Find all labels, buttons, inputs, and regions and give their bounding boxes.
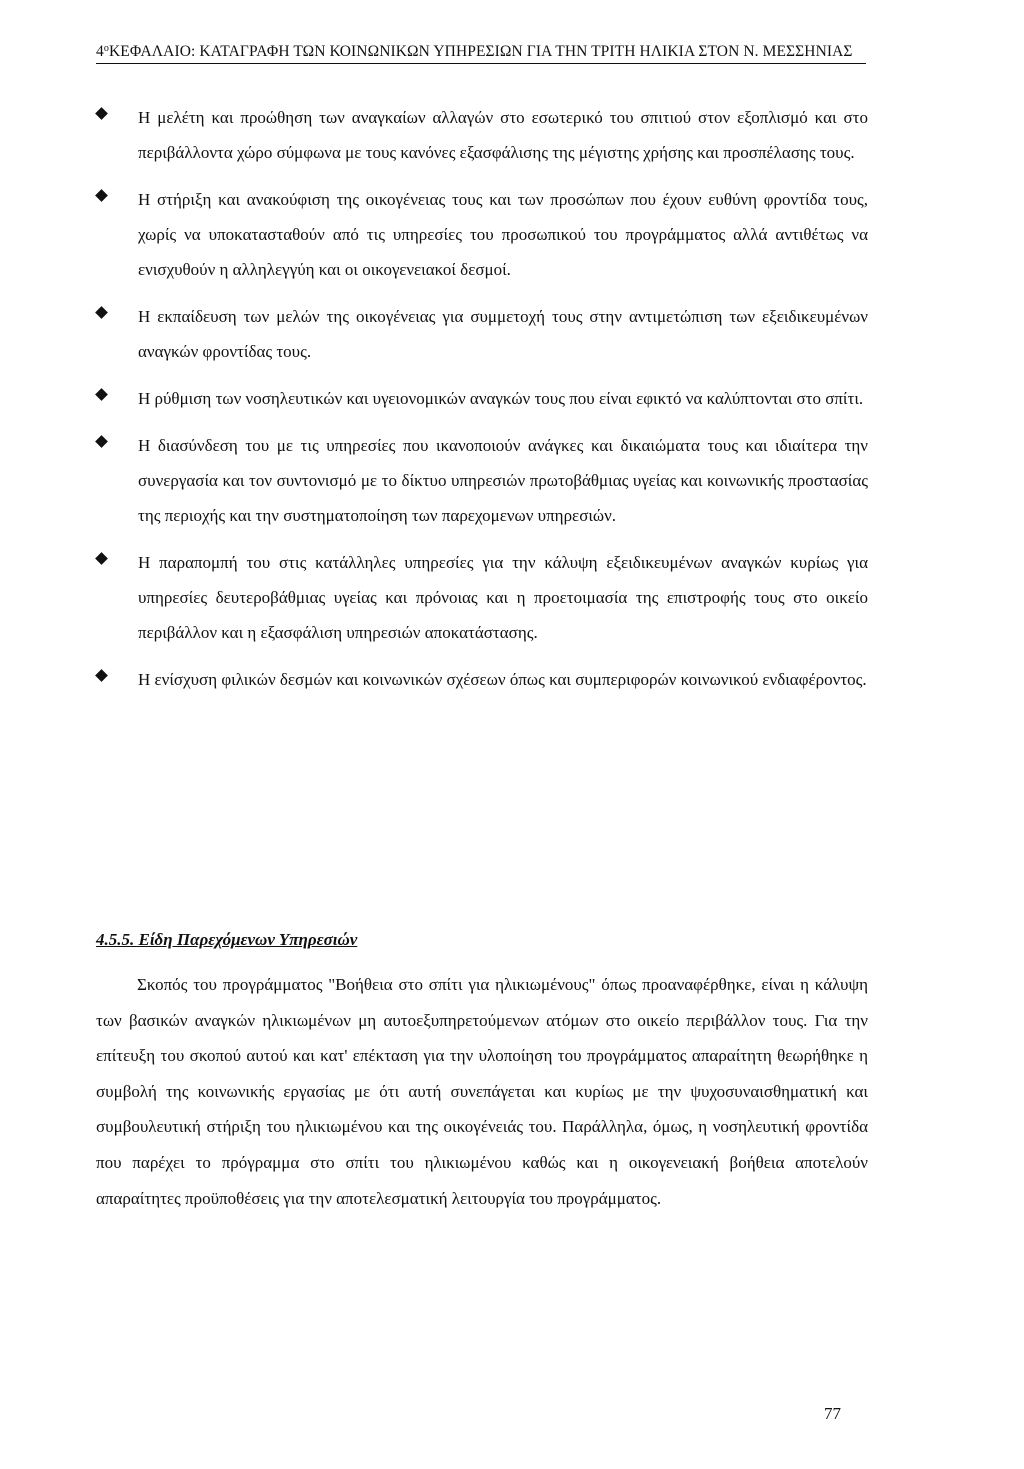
diamond-bullet-icon (95, 306, 108, 319)
diamond-bullet-icon (95, 388, 108, 401)
diamond-bullet-icon (95, 189, 108, 202)
body-paragraph: Σκοπός του προγράμματος "Βοήθεια στο σπίτι για ηλικιωμένους" όπως προαναφέρθηκε, είναι η κάλυψη των βασικών αναγκών ηλικιωμένων μη αυτοεξυπηρετούμενων ατόμων στο οικείο περιβάλλον τους. Για την επίτευξη του σκοπού αυτού και κατ' επέκταση για την υλοποίηση του προγράμματος απαραίτητη θεωρήθηκε η συμβολή της κοινωνικής εργασίας με ότι αυτή συνεπάγεται και κυρίως με την ψυχοσυναισθηματική και συμβουλευτική στήριξη του ηλικιωμένου και της οικογένειάς του. Παράλληλα, όμως, η νοσηλευτική φροντίδα που παρέχει το πρόγραμμα στο σπίτι του ηλικιωμένου καθώς και η οικογενειακή βοήθεια αποτελούν απαραίτητες προϋποθέσεις για την αποτελεσματική λειτουργία του προγράμματος. (96, 975, 868, 1208)
diamond-bullet-icon (95, 669, 108, 682)
bullet-list (96, 100, 868, 709)
diamond-bullet-icon (95, 435, 108, 448)
diamond-bullet-icon (95, 107, 108, 120)
section-heading: 4.5.5. Είδη Παρεχόμενων Υπηρεσιών (96, 930, 358, 949)
bullet-item (96, 545, 868, 650)
bullet-text: Η διασύνδεση του με τις υπηρεσίες που ικανοποιούν ανάγκες και δικαιώματα τους και ιδιαίτερα την συνεργασία και τον συντονισμό με το δίκτυο υπηρεσιών πρωτοβάθμιας υγείας και κοινωνικής προστασίας της περιοχής και την συστηματοποίηση των παρεχομενων υπηρεσιών. (138, 436, 868, 525)
chapter-number: 4 (96, 43, 104, 60)
bullet-text: Η ρύθμιση των νοσηλευτικών και υγειονομικών αναγκών τους που είναι εφικτό να καλύπτονται στο σπίτι. (138, 389, 864, 408)
bullet-text: Η μελέτη και προώθηση των αναγκαίων αλλαγών στο εσωτερικό του σπιτιού στον εξοπλισμό και στο περιβάλλοντα χώρο σύμφωνα με τους κανόνες εξασφάλισης της μέγιστης χρήσης και προσπέλασης τους. (138, 108, 868, 162)
bullet-item (96, 381, 868, 416)
bullet-text: Η στήριξη και ανακούφιση της οικογένειας τους και των προσώπων που έχουν ευθύνη φροντίδα τους, χωρίς να υποκατασταθούν από τις υπηρεσίες του προσωπικού του προγράμματος αλλά αντιθέτως να ενισχυθούν η αλληλεγγύη και οι οικογενειακοί δεσμοί. (138, 190, 868, 279)
bullet-item (96, 428, 868, 533)
page-number: 77 (824, 1404, 841, 1423)
bullet-item (96, 182, 868, 287)
bullet-text: Η εκπαίδευση των μελών της οικογένειας για συμμετοχή τους στην αντιμετώπιση των εξειδικευμένων αναγκών φροντίδας τους. (138, 307, 868, 361)
page-header (96, 38, 866, 64)
chapter-superscript: ο (103, 43, 109, 54)
diamond-bullet-icon (95, 552, 108, 565)
bullet-item (96, 100, 868, 170)
bullet-text: Η ενίσχυση φιλικών δεσμών και κοινωνικών σχέσεων όπως και συμπεριφορών κοινωνικού ενδιαφέροντος. (138, 670, 867, 689)
header-title: ΚΕΦΑΛΑΙΟ: ΚΑΤΑΓΡΑΦΗ ΤΩΝ ΚΟΙΝΩΝΙΚΩΝ ΥΠΗΡΕΣΙΩΝ ΓΙΑ ΤΗΝ ΤΡΙΤΗ ΗΛΙΚΙΑ ΣΤΟΝ Ν. ΜΕΣΣΗΝΙΑΣ (108, 43, 853, 60)
bullet-item (96, 662, 868, 697)
bullet-text: Η παραπομπή του στις κατάλληλες υπηρεσίες για την κάλυψη εξειδικευμένων αναγκών κυρίως για υπηρεσίες δευτεροβάθμιας υγείας και πρόνοιας και η προετοιμασία της επιστροφής τους στο οικείο περιβάλλον και η εξασφάλιση υπηρεσιών αποκατάστασης. (138, 553, 868, 642)
bullet-item (96, 299, 868, 369)
